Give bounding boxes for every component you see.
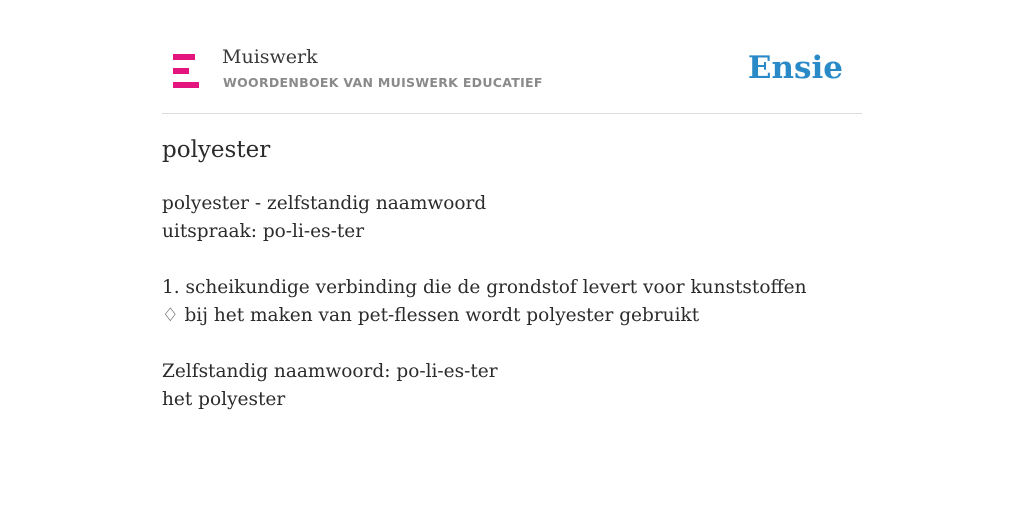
- entry-line-definition: 1. scheikundige verbinding die de grondstof levert voor kunststoffen: [162, 277, 807, 298]
- muiswerk-logo-icon[interactable]: [173, 54, 201, 88]
- entry-line-pronunciation: uitspraak: po-li-es-ter: [162, 221, 365, 242]
- entry-line-article: het polyester: [162, 389, 286, 410]
- entry-line-word-class: polyester - zelfstandig naamwoord: [162, 193, 487, 214]
- publisher-subtitle: WOORDENBOEK VAN MUISWERK EDUCATIEF: [223, 75, 543, 90]
- entry-line-blank: [162, 246, 862, 274]
- site-header: [162, 40, 862, 114]
- ensie-logo[interactable]: Ensie: [747, 50, 843, 86]
- entry-line-blank: [162, 330, 862, 358]
- entry-line-hyphenation: Zelfstandig naamwoord: po-li-es-ter: [162, 361, 498, 382]
- entry-body: [162, 190, 862, 414]
- publisher-name[interactable]: Muiswerk: [222, 46, 318, 68]
- page-title: polyester: [162, 137, 271, 163]
- entry-line-example: ♢ bij het maken van pet-flessen wordt polyester gebruikt: [162, 305, 700, 326]
